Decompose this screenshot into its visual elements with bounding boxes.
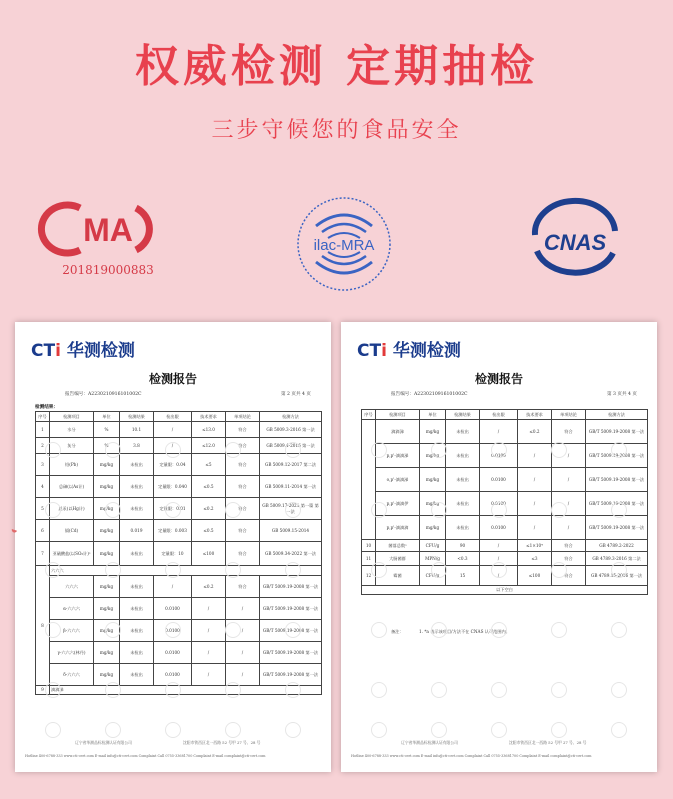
page-title: 权威检测 定期抽检 bbox=[134, 41, 539, 92]
table-row: α-六六六 mg/kg 未检出 0.0100 / / GB/T 5009.19-2008 第一法 bbox=[36, 598, 322, 620]
watermark-icon bbox=[491, 562, 507, 578]
watermark-icon bbox=[225, 622, 241, 638]
table-row: γ-六六六(林丹) mg/kg 未检出 0.0100 / / GB/T 5009.19-2008 第一法 bbox=[36, 642, 322, 664]
table-row: 六六六 mg/kg 未检出 / ≤0.2 符合 GB/T 5009.19-2008 第一法 bbox=[36, 576, 322, 598]
watermark-icon bbox=[105, 502, 121, 518]
watermark-icon bbox=[105, 722, 121, 738]
seal-stamp-edge: ◖ bbox=[9, 527, 19, 535]
watermark-icon bbox=[431, 722, 447, 738]
table-row: 5 总汞(以Hg计) mg/kg 未检出 定量限：0.01 ≤0.2 符合 GB 5009.17-2021 第一篇 第一法 bbox=[36, 498, 322, 520]
watermark-icon bbox=[45, 502, 61, 518]
table-row: 滴滴涕 mg/kg 未检出 / ≤0.2 符合 GB/T 5009.19-2008 第一法 bbox=[362, 420, 648, 444]
watermark-icon bbox=[45, 622, 61, 638]
watermark-icon bbox=[611, 722, 627, 738]
watermark-icon bbox=[105, 682, 121, 698]
table-row: o,p'-滴滴涕 mg/kg 未检出 0.0100 / / GB/T 5009.19-2008 第一法 bbox=[362, 468, 648, 492]
watermark-icon bbox=[105, 622, 121, 638]
watermark-icon bbox=[491, 442, 507, 458]
watermark-icon bbox=[371, 562, 387, 578]
report-title: 检测报告 bbox=[474, 372, 523, 386]
page-number: 第 3 页共 4 页 bbox=[606, 392, 637, 397]
table-row: δ-六六六 mg/kg 未检出 0.0100 / / GB/T 5009.19-2008 第一法 bbox=[36, 664, 322, 686]
report-page-right bbox=[341, 322, 657, 772]
report-page-left bbox=[9, 322, 331, 772]
table-row: 9 滴滴涕 bbox=[36, 686, 322, 695]
watermark-icon bbox=[45, 442, 61, 458]
table-row: p,p'-滴滴涕 mg/kg 未检出 0.0100 / / GB/T 5009.19-2008 第一法 bbox=[362, 444, 648, 468]
cma-logo-text: MA bbox=[83, 212, 133, 248]
watermark-icon bbox=[491, 682, 507, 698]
watermark-icon bbox=[431, 622, 447, 638]
watermark-icon bbox=[371, 682, 387, 698]
watermark-icon bbox=[611, 502, 627, 518]
watermark-icon bbox=[165, 502, 181, 518]
watermark-icon bbox=[285, 502, 301, 518]
footer-contacts: Hotline 400-6788-333 www.cti-cert.com E-mail info@cti-cert.com Complaint Call 0755-33681700 Complaint E-mail complaint@cti-cert.com bbox=[351, 754, 592, 758]
watermark-icon bbox=[225, 722, 241, 738]
table-row: 4 总砷(以As计) mg/kg 未检出 定量限：0.040 ≤0.5 符合 GB 5009.11-2014 第一法 bbox=[36, 476, 322, 498]
watermark-icon bbox=[285, 562, 301, 578]
watermark-icon bbox=[45, 562, 61, 578]
section-label: 检测结果： bbox=[35, 405, 58, 410]
table-row: 6 镉(Cd) mg/kg 0.019 定量限：0.003 ≤0.5 符合 GB 5009.15-2014 bbox=[36, 520, 322, 542]
report-number: 报告编号：A2230210916101002C bbox=[391, 392, 468, 397]
table-row: 10 菌落总数ᵃ CFU/g 90 / ≤1×10⁴ 符合 GB 4789.2-2022 bbox=[362, 540, 648, 552]
remark-label: 备注： bbox=[391, 629, 404, 634]
watermark-icon bbox=[491, 722, 507, 738]
footer-company: 辽宁省华测品标检测认证有限公司 bbox=[401, 740, 458, 745]
watermark-icon bbox=[611, 562, 627, 578]
cma-number: 201819000883 bbox=[62, 263, 154, 277]
watermark-icon bbox=[225, 562, 241, 578]
watermark-icon bbox=[431, 502, 447, 518]
watermark-icon bbox=[551, 682, 567, 698]
table-row: 7 亚硫酸盐(以SO₂计)ᵃ mg/kg 未检出 定量限：10 ≤100 符合 GB 5009.34-2022 第一法 bbox=[36, 542, 322, 566]
watermark-icon bbox=[285, 722, 301, 738]
table-row: 12 霉菌 CFU/g 15 / ≤100 符合 GB 4789.15-2016 第一法 bbox=[362, 566, 648, 586]
watermark-icon bbox=[45, 682, 61, 698]
ilac-mra-text: ilac-MRA bbox=[313, 237, 375, 254]
report-title: 检测报告 bbox=[148, 372, 197, 386]
page-subtitle: 三步守候您的食品安全 bbox=[211, 118, 462, 143]
watermark-icon bbox=[551, 442, 567, 458]
page-number: 第 2 页共 4 页 bbox=[280, 392, 311, 397]
watermark-icon bbox=[285, 622, 301, 638]
watermark-icon bbox=[491, 622, 507, 638]
table-row: 2 灰分 % 3.8 / ≤12.0 符合 GB 5009.4-2016 第一法 bbox=[36, 438, 322, 454]
watermark-icon bbox=[371, 502, 387, 518]
watermark-icon bbox=[371, 442, 387, 458]
watermark-icon bbox=[285, 442, 301, 458]
remark-text: 1. *a 表示该项目/方法不在 CNAS 认可范围内。 bbox=[419, 629, 510, 634]
watermark-icon bbox=[225, 502, 241, 518]
watermark-icon bbox=[371, 722, 387, 738]
footer-company: 辽宁省华测品标检测认证有限公司 bbox=[75, 740, 132, 745]
watermark-icon bbox=[165, 722, 181, 738]
watermark-icon bbox=[45, 722, 61, 738]
watermark-icon bbox=[551, 722, 567, 738]
table-row: β-六六六 mg/kg 未检出 0.0100 / / GB/T 5009.19-2008 第一法 bbox=[36, 620, 322, 642]
table-header-row: 序号 检测项目 单位 检测结果 检出限 技术要求 单项结论 检测方法 bbox=[362, 410, 648, 420]
table-row: 1 水分 % 10.1 / ≤13.0 符合 GB 5009.3-2016 第一法 bbox=[36, 422, 322, 438]
watermark-icon bbox=[225, 682, 241, 698]
watermark-icon bbox=[285, 682, 301, 698]
watermark-icon bbox=[431, 682, 447, 698]
report-number: 报告编号：A2230210916101002C bbox=[65, 392, 142, 397]
footer-contacts: Hotline 400-6788-333 www.cti-cert.com E-mail info@cti-cert.com Complaint Call 0755-33681700 Complaint E-mail complaint@cti-cert.com bbox=[25, 754, 266, 758]
watermark-icon bbox=[165, 682, 181, 698]
watermark-icon bbox=[431, 562, 447, 578]
ilac-mra-logo bbox=[296, 196, 392, 292]
watermark-icon bbox=[371, 622, 387, 638]
cti-brand: CTi 华测检测 bbox=[357, 341, 461, 361]
watermark-icon bbox=[491, 502, 507, 518]
watermark-icon bbox=[105, 562, 121, 578]
cnas-logo bbox=[527, 205, 623, 277]
table-row: 11 大肠菌群 MPN/g <0.3 / ≤3 符合 GB 4789.3-2016 第二法 bbox=[362, 552, 648, 566]
cti-brand: CTi 华测检测 bbox=[31, 341, 135, 361]
footer-address: 沈阳市铁西区北一西路 52 号甲 27 号、28 号 bbox=[183, 740, 261, 745]
watermark-icon bbox=[165, 622, 181, 638]
watermark-icon bbox=[105, 442, 121, 458]
table-header-row: 序号 检测项目 单位 检测结果 检出限 技术要求 单项结论 检测方法 bbox=[36, 412, 322, 422]
watermark-icon bbox=[611, 622, 627, 638]
watermark-icon bbox=[551, 622, 567, 638]
watermark-icon bbox=[611, 682, 627, 698]
watermark-icon bbox=[431, 442, 447, 458]
table-row: 3 铅(Pb) mg/kg 未检出 定量限：0.04 ≤5 符合 GB 5009.12-2017 第二法 bbox=[36, 454, 322, 476]
table-row: 以下空白 bbox=[362, 586, 648, 595]
watermark-icon bbox=[551, 562, 567, 578]
watermark-icon bbox=[225, 442, 241, 458]
table-row: p,p'-滴滴滴 mg/kg 未检出 0.0100 / / GB/T 5009.19-2008 第一法 bbox=[362, 516, 648, 540]
watermark-icon bbox=[551, 502, 567, 518]
watermark-icon bbox=[165, 562, 181, 578]
table-group-row: 8 六六六 bbox=[36, 566, 322, 576]
cnas-text: CNAS bbox=[543, 230, 607, 255]
cma-logo bbox=[58, 198, 158, 260]
watermark-icon bbox=[611, 442, 627, 458]
watermark-icon bbox=[165, 442, 181, 458]
footer-address: 沈阳市铁西区北一西路 52 号甲 27 号、28 号 bbox=[509, 740, 587, 745]
table-row: p,p'-滴滴伊 mg/kg 未检出 0.0100 / / GB/T 5009.19-2008 第一法 bbox=[362, 492, 648, 516]
